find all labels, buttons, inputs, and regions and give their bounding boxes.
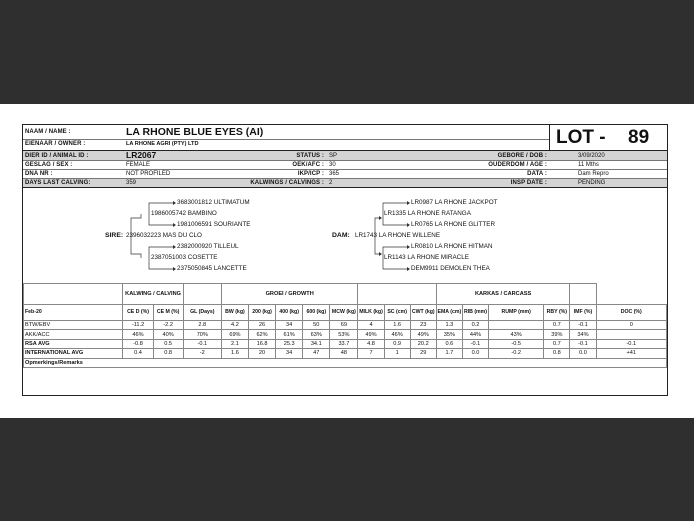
lot-label: LOT - — [556, 127, 606, 148]
dna-value: NOT PROFILED — [126, 171, 171, 177]
sex-value: FEMALE — [126, 162, 151, 168]
cell: 34% — [570, 330, 596, 339]
cell: 49% — [358, 330, 384, 339]
cell: -0.1 — [570, 339, 596, 348]
bottom-dark-band — [0, 418, 694, 521]
cell: 39% — [544, 330, 570, 339]
column-header: CE D (%) — [123, 305, 153, 321]
cell: 7 — [358, 349, 384, 358]
cell: -2 — [183, 349, 221, 358]
cell: 62% — [248, 330, 275, 339]
calvings-value: 2 — [329, 180, 333, 186]
cell: -11.2 — [123, 321, 153, 330]
cell: 63% — [303, 330, 330, 339]
dob-label: GEBORE / DOB : — [497, 153, 547, 159]
top-dark-band — [0, 0, 694, 104]
dna-label: DNA NR : — [25, 171, 53, 177]
cell: 29 — [410, 349, 436, 358]
remarks-label: Opmerkings/Remarks — [24, 358, 667, 367]
dam-sire-dam: LR0765 LA RHONE GLITTER — [411, 221, 495, 228]
cell: 4.8 — [358, 339, 384, 348]
dob-value: 3/09/2020 — [578, 153, 605, 159]
owner-label: EIENAAR / OWNER : — [25, 141, 86, 147]
cell — [489, 321, 544, 330]
cell: +41 — [596, 349, 666, 358]
cell: 0.6 — [436, 339, 462, 348]
cell: -0.1 — [596, 339, 666, 348]
cell: 0.9 — [384, 339, 410, 348]
cell: 0.2 — [462, 321, 488, 330]
column-header: BW (kg) — [221, 305, 248, 321]
cell: 0.7 — [544, 321, 570, 330]
cell: -0.5 — [489, 339, 544, 348]
column-header: RIB (mm) — [462, 305, 488, 321]
column-header-row — [24, 305, 667, 321]
cell: 4.2 — [221, 321, 248, 330]
cell: 69% — [221, 330, 248, 339]
cell: -0.2 — [489, 349, 544, 358]
dam: LR1743 LA RHONE WILLENE — [355, 232, 441, 239]
cell — [596, 330, 666, 339]
column-header: MILK (kg) — [358, 305, 384, 321]
lot-number: 89 — [628, 127, 650, 148]
cell: 40% — [153, 330, 183, 339]
icp-value: 365 — [329, 171, 340, 177]
cell: 46% — [384, 330, 410, 339]
days-last-calving-label: DAYS LAST CALVING: — [25, 180, 91, 186]
cell: 70% — [183, 330, 221, 339]
status-label: STATUS : — [296, 153, 324, 159]
lot-box-border — [549, 125, 550, 150]
column-header: 200 (kg) — [248, 305, 275, 321]
name-label: NAAM / NAME : — [25, 129, 71, 135]
cell: 1 — [384, 349, 410, 358]
cell: 47 — [303, 349, 330, 358]
sire-sire-dam: 1981006591 SOURIANTE — [177, 221, 251, 228]
sire-sire-sire: 3683001812 ULTIMATUM — [177, 199, 250, 206]
table-row — [24, 330, 667, 339]
column-header: EMA (cm) — [436, 305, 462, 321]
divider — [23, 169, 667, 170]
cell: 34 — [276, 321, 303, 330]
divider — [23, 178, 667, 179]
afc-label: OEK/AFC : — [292, 162, 324, 168]
column-header: MCW (kg) — [330, 305, 358, 321]
cell: -0.1 — [183, 339, 221, 348]
cell: 0.4 — [123, 349, 153, 358]
cell: 46% — [123, 330, 153, 339]
cell: 25.3 — [276, 339, 303, 348]
cell: 43% — [489, 330, 544, 339]
sire-label: SIRE: — [105, 232, 124, 239]
cell: 16.8 — [248, 339, 275, 348]
sire-sire: 1986005742 BAMBINO — [151, 210, 217, 217]
column-header: 400 (kg) — [276, 305, 303, 321]
sale-sheet — [0, 104, 694, 418]
column-header: IMF (%) — [570, 305, 596, 321]
group-header-row — [24, 284, 667, 305]
column-header: CE M (%) — [153, 305, 183, 321]
calvings-label: KALWINGS / CALVINGS : — [250, 180, 324, 186]
data-value: Dam Repro — [578, 171, 609, 177]
age-label: OUDERDOM / AGE : — [488, 162, 547, 168]
dam-label: DAM: — [332, 232, 350, 239]
dam-dam: LR1143 LA RHONE MIRACLE — [384, 254, 469, 261]
cell: -0.1 — [570, 321, 596, 330]
cell: 69 — [330, 321, 358, 330]
period-label: Feb-20 — [24, 305, 123, 321]
table-row — [24, 349, 667, 358]
age-value: 11 Mths — [578, 162, 599, 168]
column-header: RBY (%) — [544, 305, 570, 321]
cell: 48 — [330, 349, 358, 358]
cell: 34 — [276, 349, 303, 358]
cell: 0.0 — [462, 349, 488, 358]
cell: 1.7 — [436, 349, 462, 358]
divider — [23, 139, 549, 140]
cell: 53% — [330, 330, 358, 339]
column-header: SC (cm) — [384, 305, 410, 321]
divider — [23, 160, 667, 161]
carcass-group-header: KARKAS / CARCASS — [436, 284, 570, 305]
row-label: RSA AVG — [24, 339, 123, 348]
performance-table — [23, 283, 667, 368]
sire-dam: 2387051003 COSETTE — [151, 254, 218, 261]
cell: 1.6 — [384, 321, 410, 330]
sire-dam-dam: 2375050845 LANCETTE — [177, 265, 247, 272]
status-value: SP — [329, 153, 338, 159]
cell: 1.6 — [221, 349, 248, 358]
cell: 0.5 — [153, 339, 183, 348]
cell: 50 — [303, 321, 330, 330]
blank-cell — [183, 284, 221, 305]
data-label: DATA : — [527, 171, 547, 177]
dam-sire: LR1335 LA RHONE RATANGA — [384, 210, 471, 217]
column-header: GL (Days) — [183, 305, 221, 321]
cell: 35% — [436, 330, 462, 339]
blank-cell — [24, 284, 123, 305]
table-row — [24, 321, 667, 330]
cell: 34.1 — [303, 339, 330, 348]
cell: 23 — [410, 321, 436, 330]
row-label: AKK/ACC — [24, 330, 123, 339]
cell: 0 — [596, 321, 666, 330]
cell: 20 — [248, 349, 275, 358]
cell: -0.8 — [123, 339, 153, 348]
blank-cell — [570, 284, 596, 305]
sire: 2396032223 MAS DU CLO — [126, 232, 202, 239]
lot-card — [22, 124, 668, 396]
afc-value: 30 — [329, 162, 336, 168]
cell: 49% — [410, 330, 436, 339]
cell: 0.8 — [153, 349, 183, 358]
calving-group-header: KALWING / CALVING — [123, 284, 183, 305]
row-label: BTW/EBV — [24, 321, 123, 330]
cell: 33.7 — [330, 339, 358, 348]
cell: 0.7 — [544, 339, 570, 348]
days-last-calving-value: 359 — [126, 180, 137, 186]
cell: 2.1 — [221, 339, 248, 348]
info-row-shade — [23, 178, 667, 187]
cell: -2.2 — [153, 321, 183, 330]
column-header: RUMP (mm) — [489, 305, 544, 321]
cell: 61% — [276, 330, 303, 339]
cell: 4 — [358, 321, 384, 330]
cell: 26 — [248, 321, 275, 330]
cell: -0.1 — [462, 339, 488, 348]
dam-dam-sire: LR0810 LA RHONE HITMAN — [411, 243, 493, 250]
owner-value: LA RHONE AGRI (PTY) LTD — [126, 141, 199, 147]
table-row — [24, 339, 667, 348]
cell: 20.2 — [410, 339, 436, 348]
cell: 44% — [462, 330, 488, 339]
sire-dam-sire: 2382000920 TILLEUL — [177, 243, 239, 250]
insp-date-label: INSP DATE : — [510, 180, 547, 186]
remarks-row — [24, 358, 667, 367]
animal-name: LA RHONE BLUE EYES (AI) — [126, 126, 264, 138]
row-label: INTERNATIONAL AVG — [24, 349, 123, 358]
animal-id-value: LR2067 — [126, 150, 157, 160]
cell: 0.0 — [570, 349, 596, 358]
dam-dam-dam: DEM9911 DEMOLEN THEA — [411, 265, 490, 272]
column-header: 600 (kg) — [303, 305, 330, 321]
animal-id-label: DIER ID / ANIMAL ID : — [25, 153, 89, 159]
insp-date-value: PENDING — [578, 180, 606, 186]
cell: 0.8 — [544, 349, 570, 358]
cell: 2.8 — [183, 321, 221, 330]
column-header: CWT (kg) — [410, 305, 436, 321]
sex-label: GESLAG / SEX : — [25, 162, 73, 168]
column-header: DOC (%) — [596, 305, 666, 321]
icp-label: IKP/ICP : — [297, 171, 324, 177]
dam-sire-sire: LR0987 LA RHONE JACKPOT — [411, 199, 498, 206]
info-row-shade — [23, 151, 667, 160]
cell: 1.3 — [436, 321, 462, 330]
growth-group-header: GROEI / GROWTH — [221, 284, 358, 305]
blank-cell — [358, 284, 436, 305]
